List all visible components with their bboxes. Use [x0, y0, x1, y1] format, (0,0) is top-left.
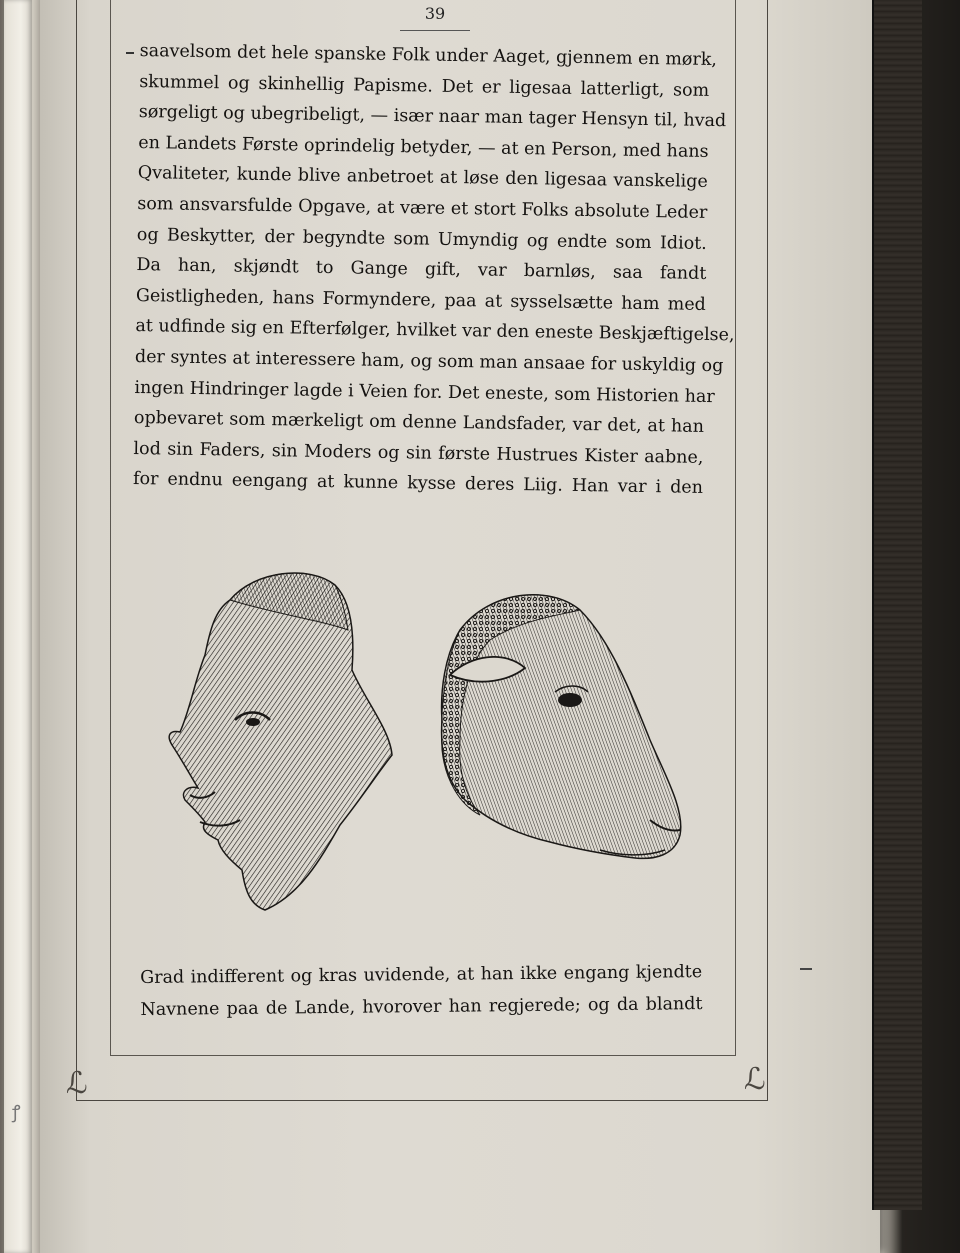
- engraving-illustration: [160, 560, 700, 925]
- text-line: ingen Hindringer lagde i Veien for. Det eneste, som Historien har: [134, 377, 715, 407]
- left-page-strip: [4, 0, 32, 1253]
- sheep-head: [442, 595, 681, 859]
- left-margin-glyph: ꝭ: [12, 1102, 21, 1123]
- body-text: [132, 36, 735, 504]
- text-line: Navnene paa de Lande, hvorover han regjerede; og da blandt: [140, 994, 703, 1020]
- text-line: Geistligheden, hans Formyndere, paa at sysselsætte ham med: [135, 285, 707, 315]
- corner-ornament-left: ℒ: [66, 1066, 88, 1101]
- text-line: som ansvarsfulde Opgave, at være et stort Folks absolute Leder: [137, 193, 708, 223]
- corner-ornament-right: ℒ: [744, 1062, 766, 1097]
- margin-mark: [126, 52, 134, 54]
- text-line: Da han, skjøndt to Gange gift, var barnløs, saa fandt: [136, 255, 707, 285]
- text-line: opbevaret som mærkeligt om denne Landsfader, var det, at han: [133, 408, 705, 438]
- bottom-body-text: [140, 956, 703, 1026]
- page-number: 39: [400, 4, 470, 23]
- text-line: sørgeligt og ubegribeligt, — især naar man tager Hensyn til, hvad: [138, 102, 727, 132]
- text-line: skummel og skinhellig Papisme. Det er ligesaa latterligt, som: [139, 71, 710, 101]
- text-line: Grad indifferent og kras uvidende, at han ikke engang kjendte: [140, 962, 703, 988]
- text-line: saavelsom det hele spanske Folk under Aaget, gjennem en mørk,: [139, 40, 718, 71]
- left-page-edge: [0, 0, 44, 1253]
- text-line: at udfinde sig en Efterfølger, hvilket var den eneste Beskjæftigelse,: [135, 316, 735, 346]
- text-line: en Landets Første oprindelig betyder, — at en Person, med hans: [138, 132, 709, 162]
- text-line: der syntes at interessere ham, og som man ansaae for uskyldig og: [134, 346, 724, 377]
- text-line: Qvaliteter, kunde blive anbetroet at løse den ligesaa vanskelige: [137, 163, 708, 193]
- text-line: lod sin Faders, sin Moders og sin første Hustrues Kister aabne,: [133, 438, 704, 468]
- text-line: og Beskytter, der begyndte som Umyndig og endte som Idiot.: [136, 224, 707, 254]
- human-profile: [169, 573, 392, 910]
- book-spine: [872, 0, 922, 1210]
- text-line: for endnu eengang at kunne kysse deres Liig. Han var i den: [132, 469, 704, 499]
- margin-dash: [800, 968, 812, 970]
